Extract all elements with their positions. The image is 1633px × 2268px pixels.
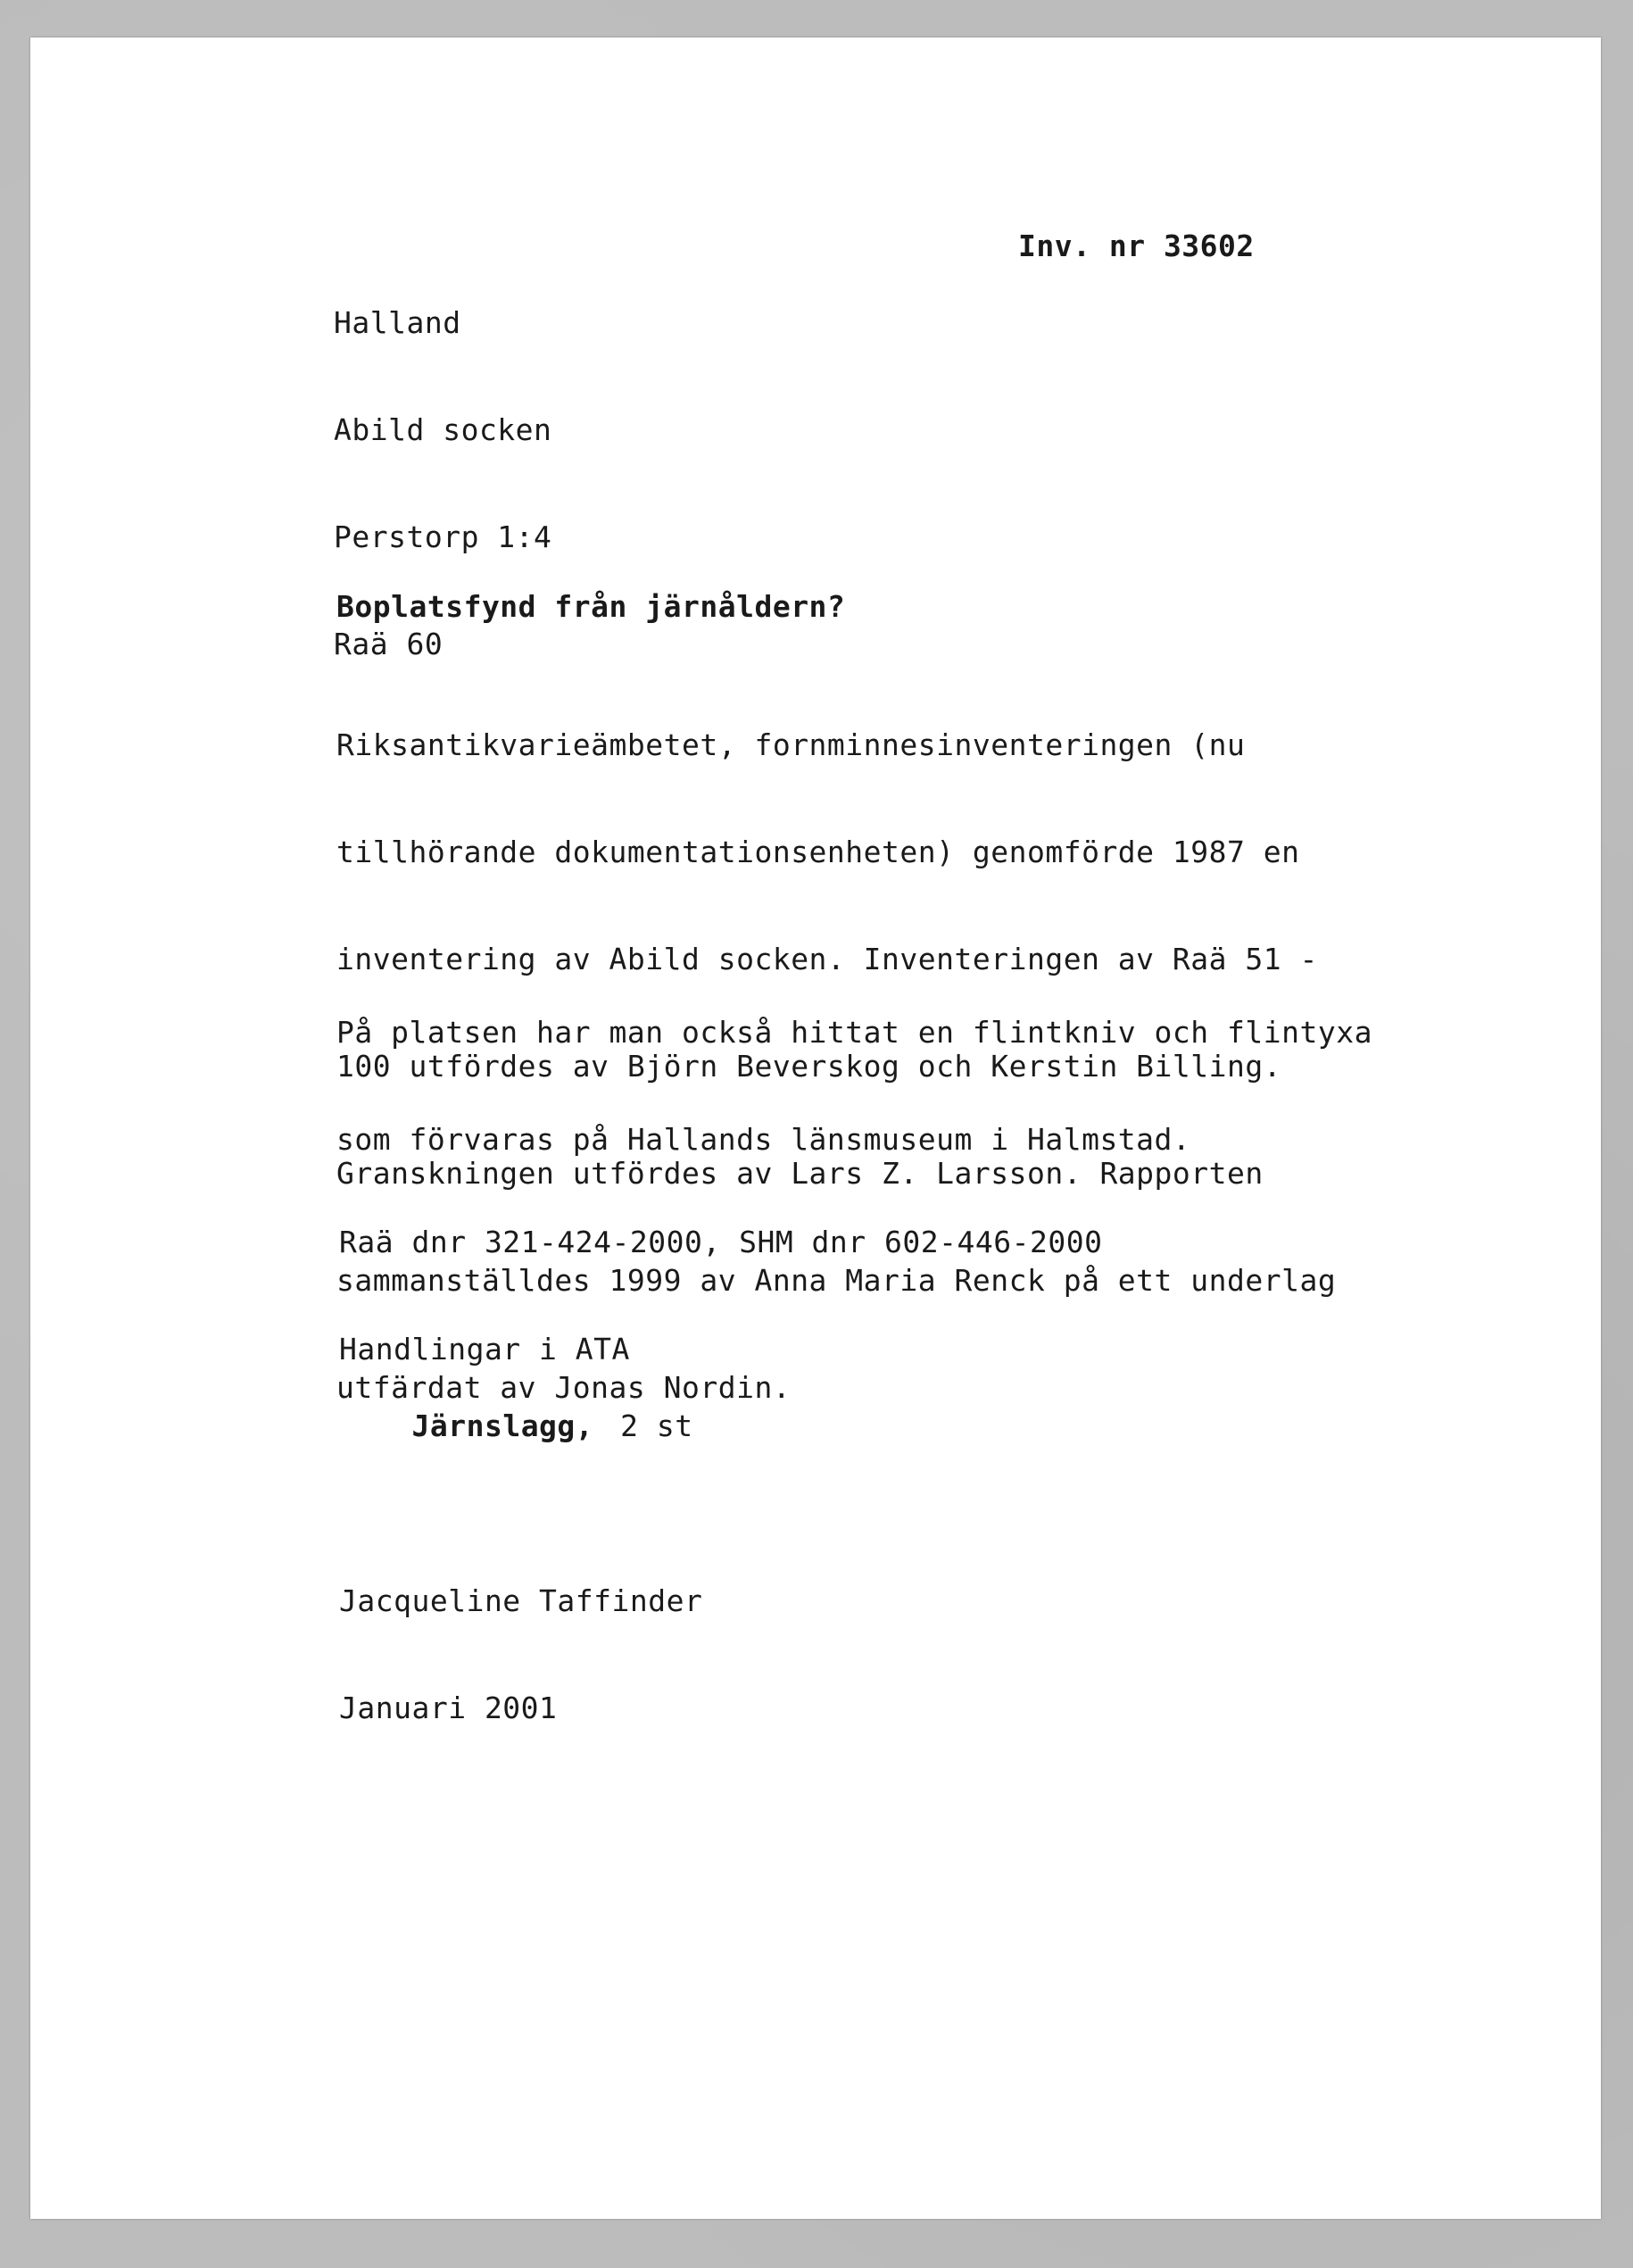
- location-parish: Abild socken: [334, 412, 552, 447]
- paragraph-line: På platsen har man också hittat en flintkniv och flintyxa: [336, 1015, 1372, 1050]
- paragraph-line: inventering av Abild socken. Inventeringen av Raä 51 -: [336, 942, 1318, 976]
- find-label: Järnslagg,: [411, 1408, 594, 1443]
- signature-block: [339, 1512, 702, 1798]
- paragraph-line: 100 utfördes av Björn Beverskog och Kerstin Billing.: [336, 1049, 1282, 1084]
- paragraph-line: som förvaras på Hallands länsmuseum i Halmstad.: [336, 1122, 1191, 1157]
- inventory-number: Inv. nr 33602: [1018, 228, 1255, 263]
- paragraph-line: sammanställdes 1999 av Anna Maria Renck på ett underlag: [336, 1263, 1337, 1298]
- paragraph-line: tillhörande dokumentationsenheten) genomförde 1987 en: [336, 835, 1300, 869]
- paragraph-line: Granskningen utfördes av Lars Z. Larsson. Rapporten: [336, 1156, 1264, 1191]
- paragraph-line: Riksantikvarieämbetet, fornminnesinventeringen (nu: [336, 727, 1246, 762]
- document-title: Boplatsfynd från järnåldern?: [336, 589, 846, 624]
- location-raa-number: Raä 60: [334, 627, 443, 661]
- find-entry: [339, 1373, 693, 1480]
- location-county: Halland: [334, 305, 461, 340]
- signature-name: Jacqueline Taffinder: [339, 1583, 703, 1618]
- location-property: Perstorp 1:4: [334, 519, 552, 554]
- reference-archive: Handlingar i ATA: [339, 1332, 630, 1367]
- document-page: [30, 37, 1601, 2219]
- signature-date: Januari 2001: [339, 1691, 558, 1725]
- reference-diary-numbers: Raä dnr 321-424-2000, SHM dnr 602-446-2000: [339, 1225, 1103, 1259]
- find-quantity: 2 st: [620, 1408, 693, 1443]
- paragraph-line: utfärdat av Jonas Nordin.: [336, 1370, 792, 1405]
